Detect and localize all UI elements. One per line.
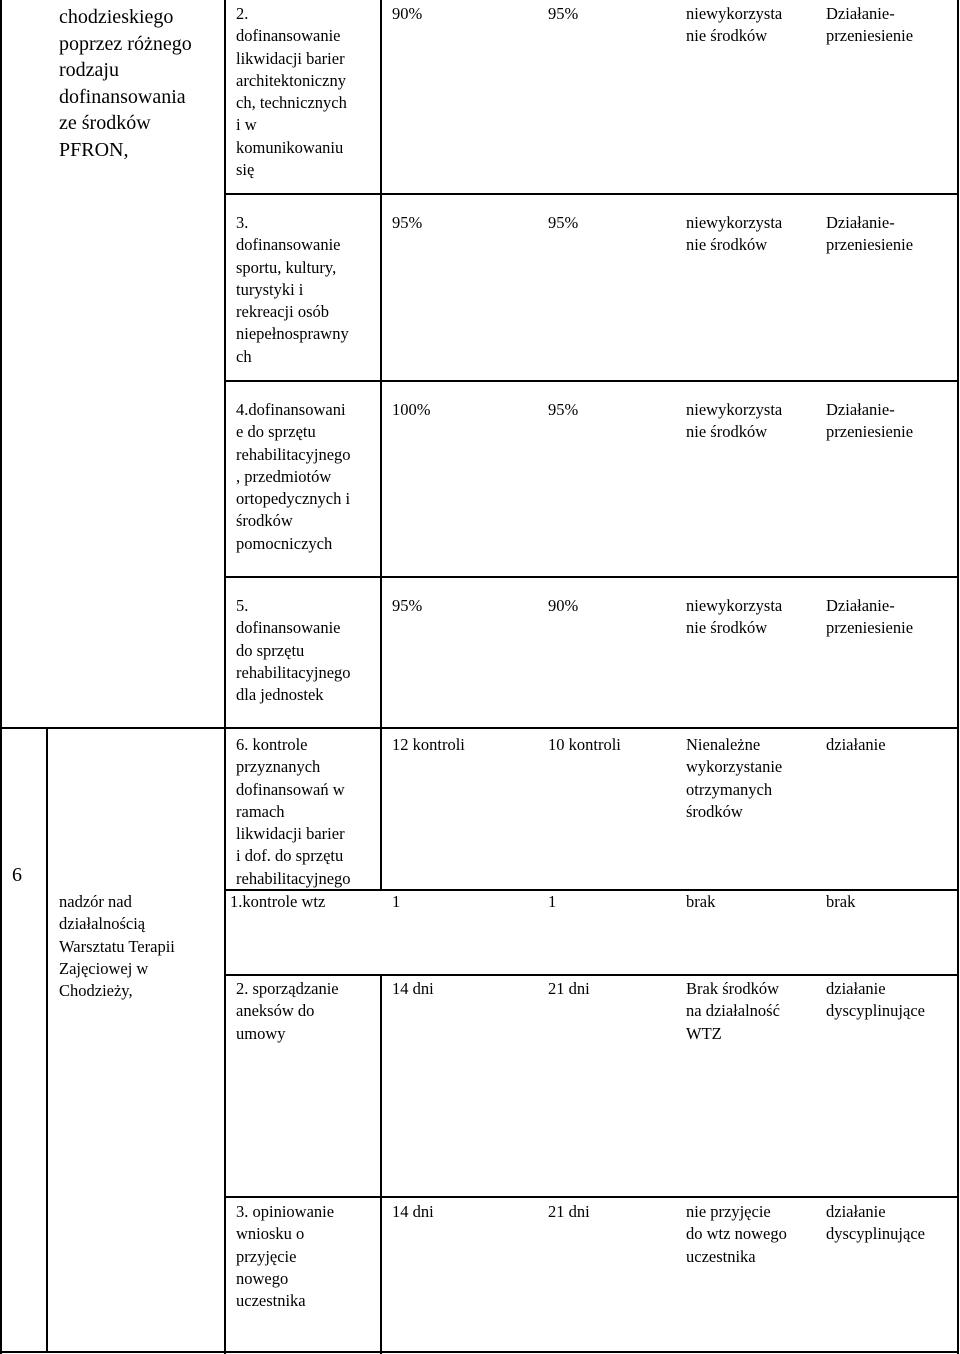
value-cell: Działanie- przeniesienie	[826, 596, 914, 638]
grid-line	[224, 0, 226, 1354]
value-cell: 21 dni	[548, 979, 590, 998]
value-cell: 100%	[392, 400, 431, 419]
value-cell: działanie dyscyplinujące	[826, 979, 925, 1021]
value-cell: Działanie- przeniesienie	[826, 4, 914, 46]
value-cell: 90%	[548, 596, 579, 615]
grid-line	[380, 0, 382, 890]
grid-line	[224, 576, 959, 578]
grid-line	[46, 728, 48, 1353]
value-cell: niewykorzysta nie środków	[686, 400, 783, 442]
task-cell: 3. dofinansowanie sportu, kultury, turystyki i rekreacji osób niepełnosprawny ch	[236, 213, 349, 366]
grid-line	[224, 974, 959, 976]
value-cell: Działanie- przeniesienie	[826, 213, 914, 255]
value-cell: 14 dni	[392, 1202, 434, 1221]
value-cell: niewykorzysta nie środków	[686, 213, 783, 255]
row-description: nadzór nad działalnością Warsztatu Terapii Zajęciowej w Chodzieży,	[59, 892, 175, 1001]
row-number: 6	[12, 864, 22, 886]
task-cell: 5. dofinansowanie do sprzętu rehabilitacyjnego dla jednostek	[236, 596, 351, 705]
task-cell: 3. opiniowanie wniosku o przyjęcie nowego uczestnika	[236, 1202, 335, 1311]
value-cell: Działanie- przeniesienie	[826, 400, 914, 442]
value-cell: niewykorzysta nie środków	[686, 4, 783, 46]
value-cell: 10 kontroli	[548, 735, 621, 754]
grid-line	[0, 1351, 959, 1353]
grid-line	[224, 1196, 959, 1198]
value-cell: 1	[548, 892, 557, 911]
value-cell: działanie dyscyplinujące	[826, 1202, 925, 1244]
value-cell: 12 kontroli	[392, 735, 465, 754]
value-cell: brak	[686, 892, 716, 911]
value-cell: Nienależne wykorzystanie otrzymanych środków	[686, 735, 783, 821]
task-cell: 1.kontrole wtz	[230, 892, 326, 911]
value-cell: 1	[392, 892, 401, 911]
grid-line	[0, 0, 2, 1354]
grid-line	[224, 193, 959, 195]
value-cell: 90%	[392, 4, 423, 23]
value-cell: Brak środków na działalność WTZ	[686, 979, 780, 1043]
value-cell: brak	[826, 892, 856, 911]
grid-line	[0, 727, 959, 729]
value-cell: działanie	[826, 735, 886, 754]
value-cell: 95%	[548, 4, 579, 23]
top-left-description: chodzieskiego poprzez różnego rodzaju dofinansowania ze środków PFRON,	[59, 6, 192, 161]
value-cell: nie przyjęcie do wtz nowego uczestnika	[686, 1202, 787, 1266]
value-cell: 95%	[392, 213, 423, 232]
value-cell: 95%	[548, 400, 579, 419]
grid-line	[957, 0, 959, 1354]
value-cell: niewykorzysta nie środków	[686, 596, 783, 638]
task-cell: 4.dofinansowani e do sprzętu rehabilitacyjnego , przedmiotów ortopedycznych i środków pomocniczych	[236, 400, 351, 553]
task-cell: 2. sporządzanie aneksów do umowy	[236, 979, 339, 1043]
task-cell: 2. dofinansowanie likwidacji barier architektoniczny ch, technicznych i w komunikowaniu się	[236, 4, 347, 180]
value-cell: 21 dni	[548, 1202, 590, 1221]
grid-line	[380, 974, 382, 1354]
value-cell: 14 dni	[392, 979, 434, 998]
value-cell: 95%	[392, 596, 423, 615]
value-cell: 95%	[548, 213, 579, 232]
grid-line	[224, 380, 959, 382]
task-cell: 6. kontrole przyznanych dofinansowań w ramach likwidacji barier i dof. do sprzętu rehabilitacyjnego	[236, 735, 351, 888]
